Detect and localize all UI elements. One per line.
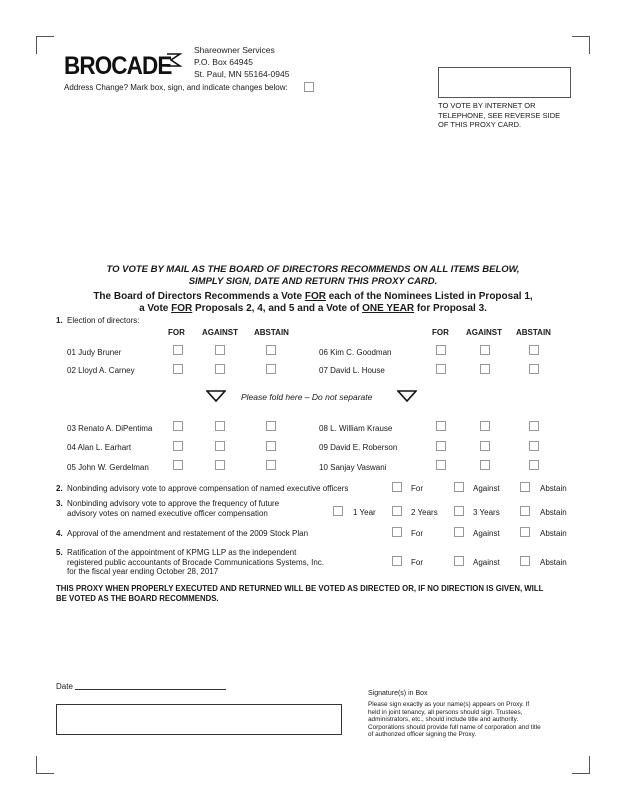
nominee-07-against-checkbox[interactable]	[480, 364, 490, 374]
proposal-5-for-label: For	[411, 558, 423, 567]
nominee-02-abstain-checkbox[interactable]	[266, 364, 276, 374]
board-recommendation: The Board of Directors Recommends a Vote FOR each of the Nominees Listed in Proposal 1, a Vote FOR Proposals 2, 4, and 5 and a Vote of ONE YEAR for Proposal 3.	[93, 291, 533, 314]
column-header-for-right: FOR	[432, 328, 449, 337]
proposal-3-3years-label: 3 Years	[473, 508, 500, 517]
proposal-4-abstain-label: Abstain	[540, 529, 567, 538]
proposal-5-number: 5.	[56, 548, 63, 557]
nominee-04-for-checkbox[interactable]	[173, 441, 183, 451]
nominee-06: 06 Kim C. Goodman	[319, 348, 392, 357]
signature-label: Signature(s) in Box	[368, 690, 428, 697]
nominee-01-for-checkbox[interactable]	[173, 345, 183, 355]
nominee-05-for-checkbox[interactable]	[173, 460, 183, 470]
nominee-09: 09 David E. Roberson	[319, 443, 398, 452]
nominee-05-abstain-checkbox[interactable]	[266, 460, 276, 470]
proposal-3-1year-label: 1 Year	[353, 508, 376, 517]
proposal-3-abstain-checkbox[interactable]	[520, 506, 530, 516]
nominee-07-abstain-checkbox[interactable]	[529, 364, 539, 374]
signature-box[interactable]	[56, 704, 342, 735]
proposal-2-text: Nonbinding advisory vote to approve compensation of named executive officers	[67, 484, 349, 493]
internet-vote-note: TO VOTE BY INTERNET OR TELEPHONE, SEE REVERSE SIDE OF THIS PROXY CARD.	[438, 101, 561, 129]
nominee-07: 07 David L. House	[319, 366, 385, 375]
proposal-2-for-label: For	[411, 484, 423, 493]
proposal-4-text: Approval of the amendment and restatement of the 2009 Stock Plan	[67, 529, 309, 538]
nominee-09-abstain-checkbox[interactable]	[529, 441, 539, 451]
proposal-2-for-checkbox[interactable]	[392, 482, 402, 492]
column-header-abstain-left: ABSTAIN	[254, 328, 289, 337]
nominee-01: 01 Judy Bruner	[67, 348, 122, 357]
brocade-logo-icon	[166, 52, 182, 68]
date-label: Date	[56, 682, 73, 691]
proposal-5-abstain-checkbox[interactable]	[520, 556, 530, 566]
proposal-1-title: Election of directors:	[67, 316, 140, 325]
proposal-4-number: 4.	[56, 529, 63, 538]
proposal-5-abstain-label: Abstain	[540, 558, 567, 567]
nominee-08-against-checkbox[interactable]	[480, 421, 490, 431]
proposal-4-against-checkbox[interactable]	[454, 527, 464, 537]
nominee-03-against-checkbox[interactable]	[215, 421, 225, 431]
proposal-5-against-checkbox[interactable]	[454, 556, 464, 566]
proposal-2-number: 2.	[56, 484, 63, 493]
proposal-5-against-label: Against	[473, 558, 500, 567]
control-number-box	[438, 67, 571, 98]
proposal-3-2years-label: 2 Years	[411, 508, 438, 517]
crop-mark-bottom-left	[36, 756, 54, 774]
nominee-02-for-checkbox[interactable]	[173, 364, 183, 374]
date-line[interactable]	[75, 689, 226, 690]
proposal-5-for-checkbox[interactable]	[392, 556, 402, 566]
crop-mark-top-right	[572, 36, 590, 54]
proposal-3-2years-checkbox[interactable]	[392, 506, 402, 516]
nominee-01-against-checkbox[interactable]	[215, 345, 225, 355]
nominee-05: 05 John W. Gerdelman	[67, 463, 149, 472]
nominee-08: 08 L. William Krause	[319, 424, 393, 433]
proposal-3-number: 3.	[56, 499, 63, 508]
address-line-3: St. Paul, MN 55164-0945	[194, 69, 290, 79]
nominee-07-for-checkbox[interactable]	[436, 364, 446, 374]
nominee-03-for-checkbox[interactable]	[173, 421, 183, 431]
proposal-4-abstain-checkbox[interactable]	[520, 527, 530, 537]
nominee-10: 10 Sanjay Vaswani	[319, 463, 387, 472]
proposal-4-against-label: Against	[473, 529, 500, 538]
proxy-direction-note: THIS PROXY WHEN PROPERLY EXECUTED AND RETURNED WILL BE VOTED AS DIRECTED OR, IF NO DIRECTION IS GIVEN, WILL BE VOTED AS THE BOARD RECOMMENDS.	[56, 584, 544, 603]
nominee-09-for-checkbox[interactable]	[436, 441, 446, 451]
nominee-04-abstain-checkbox[interactable]	[266, 441, 276, 451]
nominee-01-abstain-checkbox[interactable]	[266, 345, 276, 355]
fold-arrow-left-icon	[206, 390, 226, 402]
column-header-against-right: AGAINST	[466, 328, 502, 337]
nominee-05-against-checkbox[interactable]	[215, 460, 225, 470]
column-header-against-left: AGAINST	[202, 328, 238, 337]
crop-mark-bottom-right	[572, 756, 590, 774]
proposal-3-3years-checkbox[interactable]	[454, 506, 464, 516]
nominee-02: 02 Lloyd A. Carney	[67, 366, 135, 375]
company-logo: BROCADE	[64, 52, 172, 80]
fold-arrow-right-icon	[397, 390, 417, 402]
address-change-label: Address Change? Mark box, sign, and indicate changes below:	[64, 83, 288, 92]
signature-instructions: Please sign exactly as your name(s) appears on Proxy. If held in joint tenancy, all persons should sign. Trustees, administrators, etc., should include title and authority. Corporations should provide full name of corporation and title of authorized officer signing the Proxy.	[368, 701, 541, 738]
proposal-2-abstain-checkbox[interactable]	[520, 482, 530, 492]
proposal-3-1year-checkbox[interactable]	[333, 506, 343, 516]
nominee-06-for-checkbox[interactable]	[436, 345, 446, 355]
nominee-03: 03 Renato A. DiPentima	[67, 424, 153, 433]
nominee-09-against-checkbox[interactable]	[480, 441, 490, 451]
column-header-abstain-right: ABSTAIN	[516, 328, 551, 337]
nominee-08-for-checkbox[interactable]	[436, 421, 446, 431]
nominee-04-against-checkbox[interactable]	[215, 441, 225, 451]
proposal-5-text: Ratification of the appointment of KPMG LLP as the independent registered public accountants of Brocade Communications Systems, Inc. for the fiscal year ending October 28, 2017	[67, 548, 325, 576]
address-line-2: P.O. Box 64945	[194, 57, 253, 67]
proposal-1-number: 1.	[56, 316, 63, 325]
column-header-for-left: FOR	[168, 328, 185, 337]
nominee-02-against-checkbox[interactable]	[215, 364, 225, 374]
nominee-06-abstain-checkbox[interactable]	[529, 345, 539, 355]
nominee-06-against-checkbox[interactable]	[480, 345, 490, 355]
nominee-03-abstain-checkbox[interactable]	[266, 421, 276, 431]
nominee-10-against-checkbox[interactable]	[480, 460, 490, 470]
nominee-08-abstain-checkbox[interactable]	[529, 421, 539, 431]
proposal-2-abstain-label: Abstain	[540, 484, 567, 493]
fold-instruction: Please fold here – Do not separate	[241, 392, 373, 402]
proposal-2-against-label: Against	[473, 484, 500, 493]
proposal-3-abstain-label: Abstain	[540, 508, 567, 517]
nominee-04: 04 Alan L. Earhart	[67, 443, 132, 452]
nominee-10-abstain-checkbox[interactable]	[529, 460, 539, 470]
proposal-2-against-checkbox[interactable]	[454, 482, 464, 492]
mail-vote-instructions: TO VOTE BY MAIL AS THE BOARD OF DIRECTORS RECOMMENDS ON ALL ITEMS BELOW, SIMPLY SIGN, DATE AND RETURN THIS PROXY CARD.	[106, 264, 520, 287]
address-line-1: Shareowner Services	[194, 45, 275, 55]
crop-mark-top-left	[36, 36, 54, 54]
proposal-3-text: Nonbinding advisory vote to approve the frequency of future advisory votes on named executive officer compensation	[67, 499, 280, 518]
nominee-10-for-checkbox[interactable]	[436, 460, 446, 470]
proposal-4-for-label: For	[411, 529, 423, 538]
proposal-4-for-checkbox[interactable]	[392, 527, 402, 537]
address-change-checkbox[interactable]	[304, 82, 314, 92]
